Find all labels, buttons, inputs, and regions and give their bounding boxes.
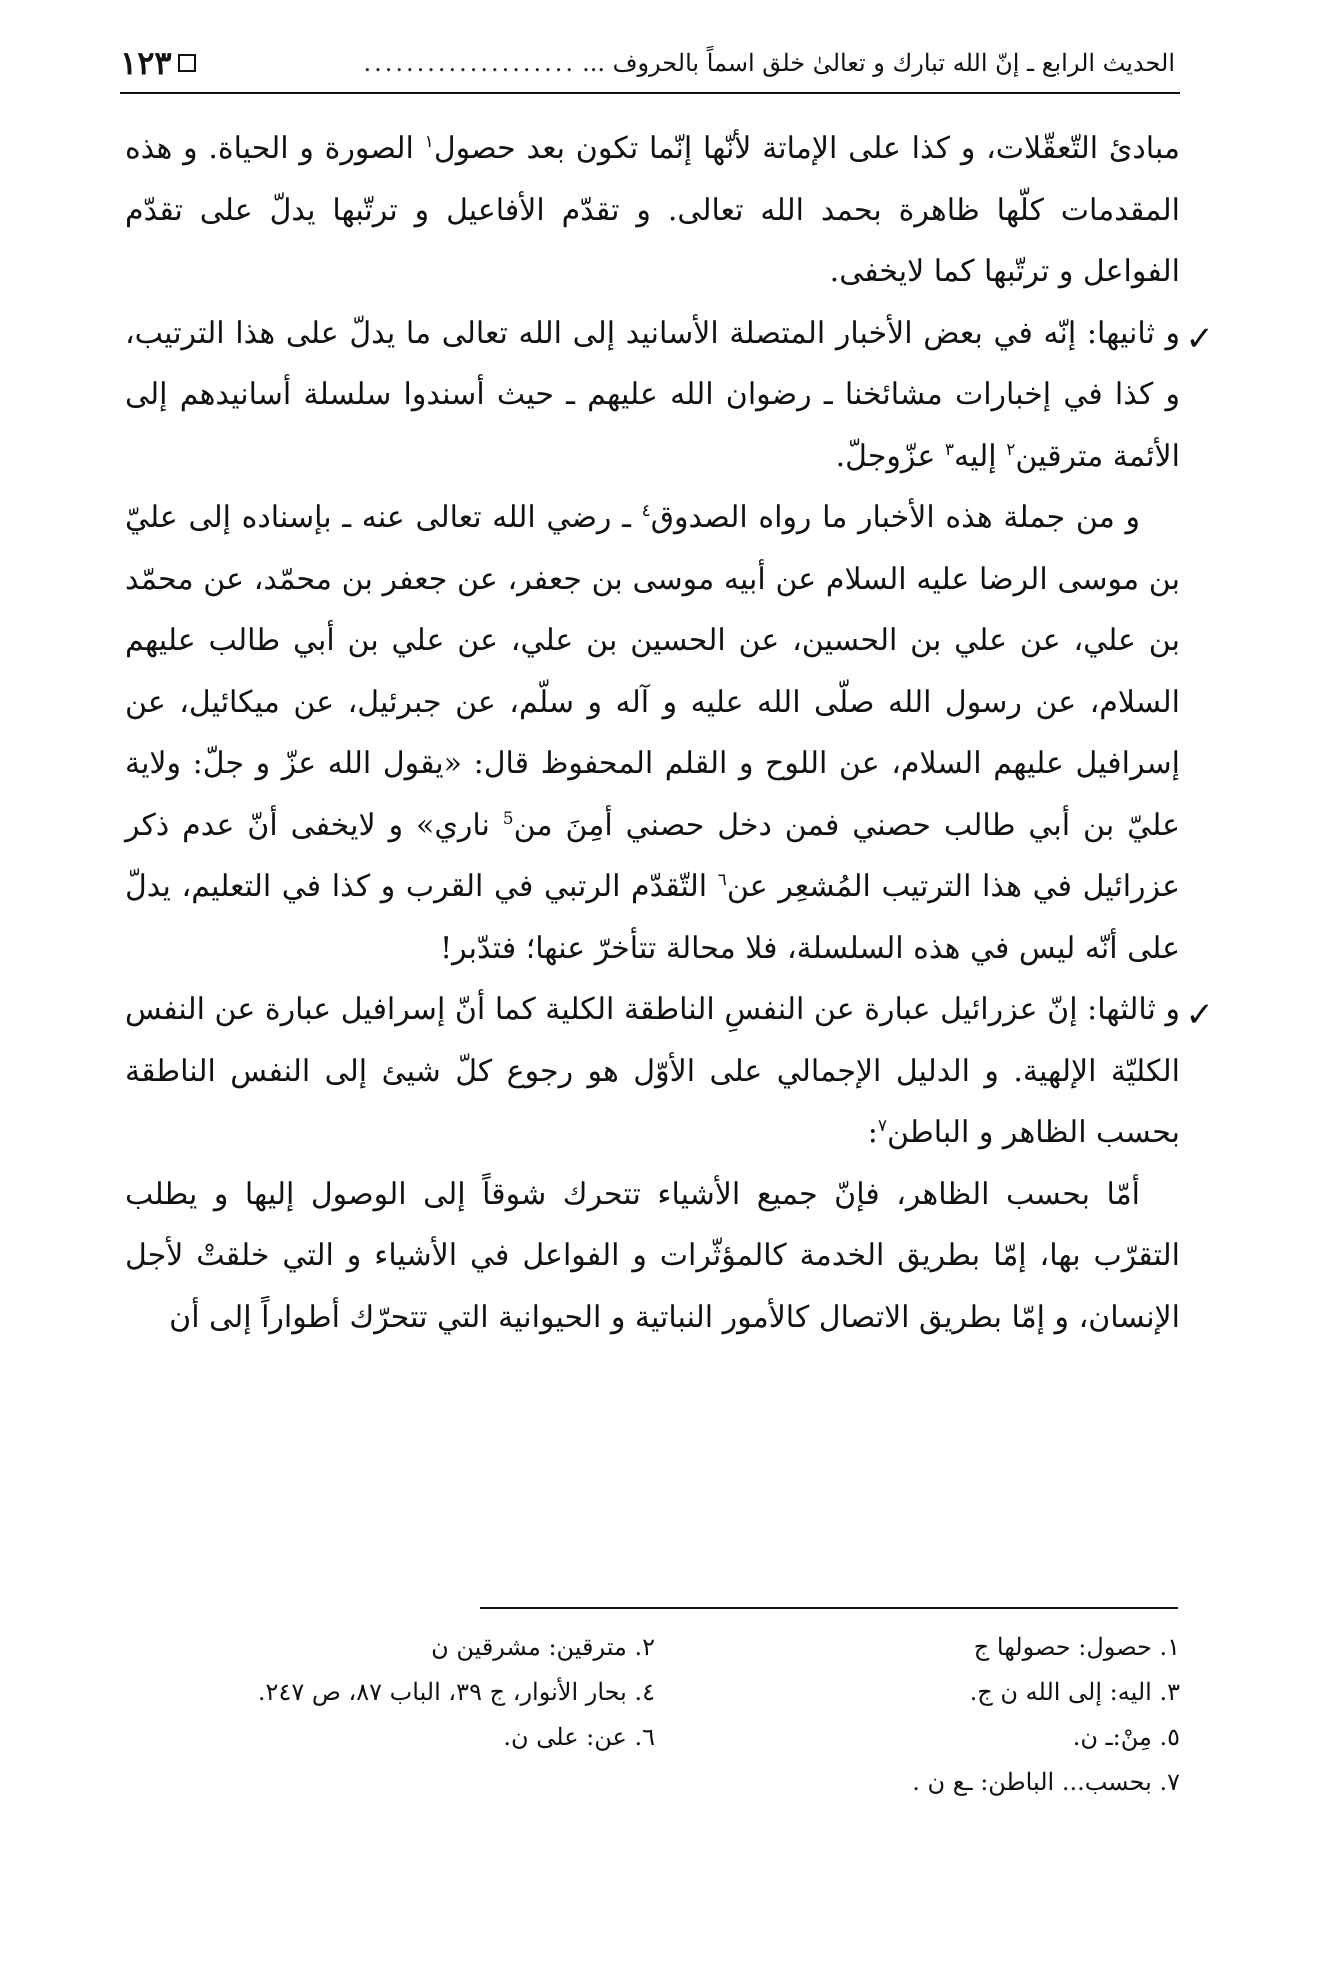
footnote-ref[interactable]: ٧ <box>877 1116 887 1136</box>
footnotes <box>130 1625 1180 1805</box>
footnote-empty <box>130 1760 655 1805</box>
paragraph-1 <box>125 118 1180 303</box>
footnote-row <box>130 1625 1180 1670</box>
footnote-ref[interactable]: ٣ <box>944 439 955 460</box>
paragraph-3 <box>125 487 1180 979</box>
header-rule <box>120 92 1180 94</box>
footnote-ref[interactable]: ٤ <box>641 501 651 521</box>
page-number: ١٢٣ <box>120 44 172 82</box>
text-run: ـ رضي الله تعالى عنه ـ بإسناده إلى عليّ بن موسى الرضا عليه السلام عن أبيه موسى بن جعفر، عن جعفر بن محمّد، عن محمّد بن علي، عن علي بن الحسين، عن الحسين بن علي، عن علي بن أبي طالب عليهم السلام، عن رسول الله صلّى الله عليه و آله و سلّم، عن جبرئيل، عن ميكائيل، عن إسرافيل عليهم السلام، عن اللوح و القلم المحفوظ قال: «يقول الله عزّ و جلّ: ولاية عليّ بن أبي طالب حصني فمن دخل حصني أمِنَ من <box>125 500 1180 843</box>
paragraph-4 <box>125 979 1214 1164</box>
footnote-4: ٤. بحار الأنوار، ج ٣٩، الباب ٨٧، ص ٢٤٧. <box>257 1678 655 1706</box>
footnote-ref[interactable]: 5 <box>502 808 514 829</box>
main-text <box>125 118 1214 1348</box>
footnote-2: ٢. مترقين: مشرقين ن <box>431 1633 655 1661</box>
text-run: و ثانيها: إنّه في بعض الأخبار المتصلة الأسانيد إلى الله تعالى ما يدلّ على هذا الترتيب، و كذا في إخبارات مشائخنا ـ رضوان الله عليهم ـ حيث أسندوا سلسلة أسانيدهم إلى الأئمة مترقين <box>125 315 1180 474</box>
paragraph-2 <box>125 303 1214 488</box>
footnote-row <box>130 1760 1180 1805</box>
text-run: ناري» و لايخفى أنّ عدم ذكر عزرائيل في هذا الترتيب المُشعِر عن <box>125 807 1180 904</box>
text-run: عزّوجلّ. <box>835 438 945 474</box>
margin-check-mark-icon: ✓ <box>1185 995 1214 1035</box>
text-run: الصورة و الحياة. و هذه المقدمات كلّها ظاهرة بحمد الله تعالى. و تقدّم الأفاعيل و ترتّبها يدلّ على تقدّم الفواعل و ترتّبها كما لايخفى. <box>125 131 1180 289</box>
text-run: مبادئ التّعقّلات، و كذا على الإماتة لأنّها إنّما تكون بعد حصول <box>433 131 1180 166</box>
footnote-row <box>130 1715 1180 1760</box>
footnote-ref[interactable]: ٦ <box>717 870 727 890</box>
paragraph-5 <box>125 1164 1180 1349</box>
header-title: الحديث الرابع ـ إنّ الله تبارك و تعالىٰ خلق اسماً بالحروف ... <box>582 49 1175 77</box>
text-run: أمّا بحسب الظاهر، فإنّ جميع الأشياء تتحرك شوقاً إلى الوصول إليها و يطلب التقرّب بها، إمّا بطريق الخدمة كالمؤثّرات و الفواعل في الأشياء و التي خلقتْ لأجل الإنسان، و إمّا بطريق الاتصال كالأمور النباتية و الحيوانية التي تتحرّك أطواراً إلى أن <box>125 1176 1180 1335</box>
text-run: و ثالثها: إنّ عزرائيل عبارة عن النفسِ الناطقة الكلية كما أنّ إسرافيل عبارة عن النفس الكليّة الإلهية. و الدليل الإجمالي على الأوّل هو رجوع كلّ شيئ إلى النفس الناطقة بحسب الظاهر و الباطن <box>125 992 1180 1150</box>
footnote-rule <box>480 1607 1178 1609</box>
text-run: : <box>867 1115 878 1150</box>
footnote-ref[interactable]: ١ <box>424 132 434 152</box>
text-run: و من جملة هذه الأخبار ما رواه الصدوق <box>650 500 1140 535</box>
header-leader-dots: .................... <box>363 49 577 77</box>
footnote-5: ٥. مِنْ:ـ ن. <box>1072 1723 1180 1751</box>
footnote-row <box>130 1670 1180 1715</box>
running-header <box>120 38 1175 88</box>
text-run: التّقدّم الرتبي في القرب و كذا في التعليم، يدلّ على أنّه ليس في هذه السلسلة، فلا محالة تتأخرّ عنها؛ فتدّبر! <box>125 869 1180 966</box>
square-ornament-icon <box>178 54 196 72</box>
footnote-1: ١. حصول: حصولها ج <box>973 1633 1180 1661</box>
text-run: إليه <box>954 438 1007 474</box>
footnote-6: ٦. عن: على ن. <box>503 1723 655 1751</box>
footnote-3: ٣. اليه: إلى الله ن ج. <box>969 1678 1180 1706</box>
footnote-7: ٧. بحسب... الباطن: ـع ن . <box>912 1768 1180 1796</box>
footnote-ref[interactable]: ٢ <box>1006 439 1016 460</box>
margin-check-mark-icon: ✓ <box>1185 318 1214 359</box>
